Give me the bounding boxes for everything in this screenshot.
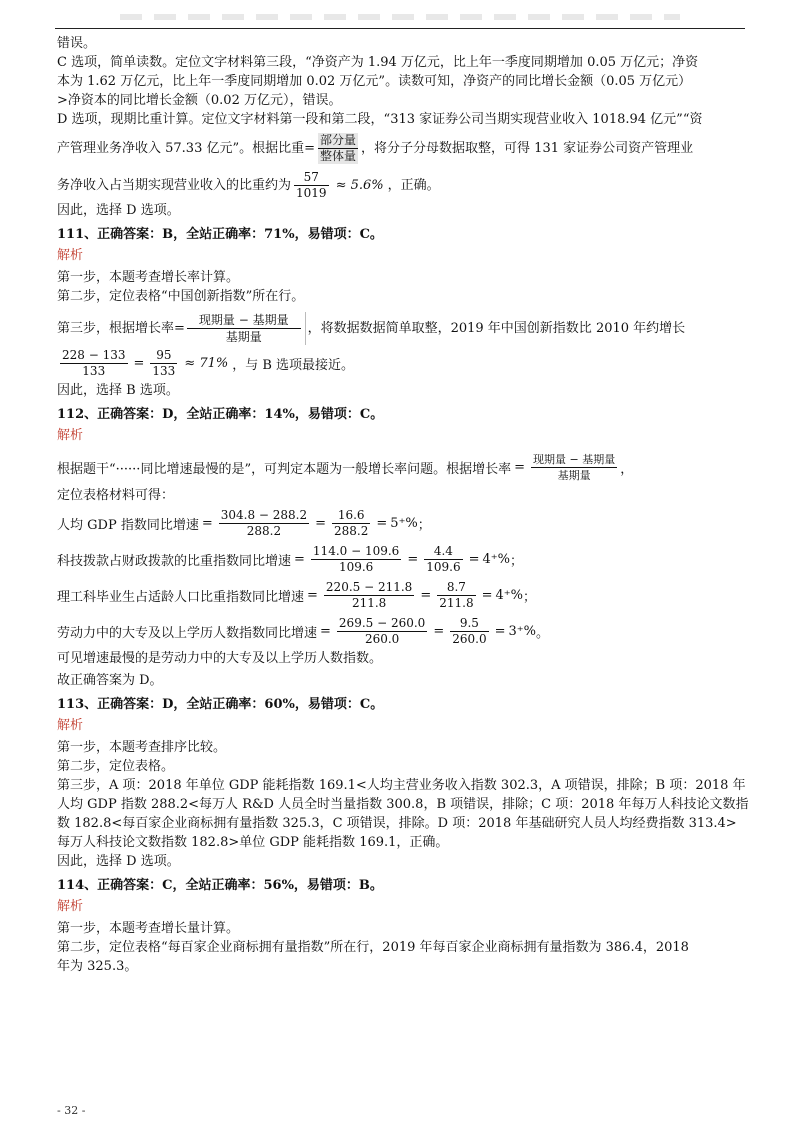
text-line: 年为 325.3。	[57, 959, 138, 974]
text-line: 错误。	[57, 36, 97, 51]
growth-row: 科技拨款占财政拨款的比重指数同比增速 = $\frac{114.0 - 109.6}{109.6}$ = $\frac{4.4}{109.6}$ = 4⁺% ；	[57, 543, 523, 574]
text-fragment: 产管理业务净收入 57.33 亿元”。根据比重=	[57, 141, 316, 156]
analysis-label: 解析	[57, 899, 84, 914]
fraction-numerator: 95	[156, 347, 172, 362]
punctuation: ；	[509, 553, 523, 569]
fraction-denominator: 133	[82, 363, 106, 378]
growth-rate-formula	[187, 312, 306, 345]
fraction	[450, 616, 488, 647]
question-112-title: 112、正确答案：D，全站正确率：14%，易错项：C。	[57, 407, 384, 422]
analysis-label: 解析	[57, 428, 84, 443]
fraction	[60, 348, 128, 379]
punctuation: ；	[417, 517, 431, 533]
text-line: 本为 1.62 万亿元，比上年一季度同期增加 0.02 万亿元”。读数可知，净资产的同比增长金额（0.05 万亿元）	[57, 74, 692, 89]
growth-calc-row	[57, 345, 747, 381]
fraction-numerator: 4.4	[433, 543, 453, 558]
text-fragment: ，将分子分母数据取整，可得 131 家证券公司资产管理业	[361, 141, 694, 156]
text-line: C 选项，简单读数。定位文字材料第三段，“净资产为 1.94 万亿元，比上年一季度同期增加 0.05 万亿元；净资	[57, 55, 699, 70]
text-line: 第一步，本题考查增长量计算。	[57, 921, 240, 936]
text-fragment: ，	[620, 461, 634, 477]
text-line: 数 182.8<每百家企业商标拥有量指数 325.3，C 项错误，排除。D 项：2018 年基础研究人员人均经费指数 313.4>	[57, 816, 737, 831]
text-line-with-fraction	[57, 133, 747, 164]
growth-row: 人均 GDP 指数同比增速 = $\frac{304.8 - 288.2}{288.2}$ = $\frac{16.6}{288.2}$ = 5⁺% ；	[57, 507, 431, 538]
row-label: 劳动力中的大专及以上学历人数指数同比增速	[57, 625, 318, 641]
growth-row: 劳动力中的大专及以上学历人数指数同比增速 = $\frac{269.5 - 260.0}{260.0}$ = $\frac{9.5}{260.0}$ = 3⁺% 。	[57, 615, 549, 646]
analysis-label: 解析	[57, 248, 84, 263]
fraction-denominator: 260.0	[364, 631, 400, 646]
fraction-57-over-1019	[294, 170, 329, 201]
text-line: 第一步，本题考查排序比较。	[57, 740, 227, 755]
text-fragment: 根据题干“······同比增速最慢的是”，可判定本题为一般增长率问题。根据增长率	[57, 461, 512, 477]
text-line: 定位表格材料可得：	[57, 488, 175, 503]
fraction-numerator: 9.5	[459, 615, 479, 630]
result-value: 4⁺%	[495, 587, 523, 603]
fraction-denominator: 133	[152, 363, 176, 378]
analysis-label: 解析	[57, 718, 84, 733]
fraction-denominator: 基期量	[557, 468, 591, 482]
text-line: 第三步，A 项：2018 年单位 GDP 能耗指数 169.1<人均主营业务收入指数 302.3，A 项错误，排除；B 项：2018 年	[57, 778, 746, 793]
fraction	[311, 544, 401, 575]
text-fragment: 第三步，根据增长率=	[57, 321, 185, 336]
fraction-denominator: 1019	[296, 186, 327, 200]
text-line: 每万人科技论文数指数 182.8>单位 GDP 能耗指数 169.1，正确。	[57, 835, 449, 850]
header-rule	[55, 28, 745, 29]
text-line: 故正确答案为 D。	[57, 673, 163, 688]
row-label: 人均 GDP 指数同比增速	[57, 517, 199, 533]
fraction-numerator: 现期量 − 基期量	[533, 452, 616, 466]
fraction-numerator: 现期量 − 基期量	[198, 313, 289, 327]
text-line: 人均 GDP 指数 288.2<每万人 R&D 人员全时当量指数 300.8，B 项错误，排除；C 项：2018 年每万人科技论文数指	[57, 797, 749, 812]
fraction-numerator: 228 − 133	[62, 347, 126, 362]
text-line: 第二步，定位表格。	[57, 759, 175, 774]
equals-sign: =	[514, 459, 525, 475]
fraction-part-over-whole	[318, 133, 358, 164]
text-line: 因此，选择 D 选项。	[57, 854, 180, 869]
question-114-title: 114、正确答案：C，全站正确率：56%，易错项：B。	[57, 878, 383, 893]
fraction-numerator: 114.0 − 109.6	[312, 543, 400, 558]
text-line-with-fraction	[57, 448, 747, 486]
fraction-denominator: 整体量	[320, 149, 357, 163]
text-fragment: ，与 B 选项最接近。	[232, 357, 355, 373]
text-fragment: 务净收入占当期实现营业收入的比重约为	[57, 178, 292, 193]
text-fragment: ，正确。	[387, 178, 440, 193]
page-number: - 32 -	[57, 1104, 86, 1117]
fraction-denominator: 109.6	[426, 559, 461, 574]
approx-value: ≈ 5.6%	[335, 178, 384, 193]
growth-rate-formula	[531, 452, 617, 483]
fraction-denominator: 基期量	[225, 330, 262, 344]
fraction-denominator: 288.2	[334, 523, 369, 538]
fraction-denominator: 109.6	[338, 559, 374, 574]
fraction	[324, 580, 414, 611]
punctuation: ；	[522, 589, 536, 605]
fraction	[219, 508, 309, 539]
text-line: 因此，选择 B 选项。	[57, 383, 179, 398]
question-111-title: 111、正确答案：B，全站正确率：71%，易错项：C。	[57, 227, 383, 242]
growth-row: 理工科毕业生占适龄人口比重指数同比增速 = $\frac{220.5 - 211.8}{211.8}$ = $\frac{8.7}{211.8}$ = 4⁺% ；	[57, 579, 536, 610]
header-faint-text	[120, 14, 680, 20]
text-line: >净资本的同比增长金额（0.02 万亿元），错误。	[57, 93, 342, 108]
punctuation: 。	[535, 625, 549, 641]
fraction-denominator: 211.8	[351, 595, 387, 610]
fraction	[332, 508, 370, 539]
fraction	[424, 544, 462, 575]
fraction-numerator: 269.5 − 260.0	[338, 615, 426, 630]
text-line: 可见增速最慢的是劳动力中的大专及以上学历人数指数。	[57, 651, 383, 666]
result-value: 5⁺%	[390, 515, 418, 531]
text-line: 第一步，本题考查增长率计算。	[57, 270, 240, 285]
question-113-title: 113、正确答案：D，全站正确率：60%，易错项：C。	[57, 697, 384, 712]
fraction-denominator: 260.0	[452, 631, 487, 646]
row-label: 理工科毕业生占适龄人口比重指数同比增速	[57, 589, 305, 605]
fraction-numerator: 57	[303, 170, 319, 184]
text-fragment: ，将数据数据简单取整，2019 年中国创新指数比 2010 年约增长	[307, 321, 686, 336]
text-line: 第二步，定位表格“中国创新指数”所在行。	[57, 289, 305, 304]
fraction	[337, 616, 427, 647]
fraction-numerator: 220.5 − 211.8	[325, 579, 413, 594]
text-line: 第二步，定位表格“每百家企业商标拥有量指数”所在行，2019 年每百家企业商标拥有量指数为 386.4，2018	[57, 940, 689, 955]
fraction-numerator: 8.7	[446, 579, 466, 594]
content-body	[57, 34, 747, 976]
equals-sign: =	[133, 355, 145, 371]
fraction	[437, 580, 475, 611]
row-label: 科技拨款占财政拨款的比重指数同比增速	[57, 553, 292, 569]
fraction-denominator: 211.8	[439, 595, 474, 610]
fraction-numerator: 部分量	[320, 133, 357, 147]
text-line-with-fraction	[57, 170, 747, 201]
text-line-with-fraction	[57, 312, 747, 345]
fraction	[150, 348, 177, 379]
fraction-denominator: 288.2	[246, 523, 282, 538]
result-value: 4⁺%	[482, 551, 510, 567]
approx-value: ≈ 71%	[184, 355, 229, 371]
text-line: D 选项，现期比重计算。定位文字材料第一段和第二段，“313 家证券公司当期实现营业收入 1018.94 亿元”“资	[57, 112, 703, 127]
text-line: 因此，选择 D 选项。	[57, 203, 180, 218]
fraction-numerator: 16.6	[337, 507, 365, 522]
fraction-numerator: 304.8 − 288.2	[220, 507, 308, 522]
result-value: 3⁺%	[508, 623, 536, 639]
